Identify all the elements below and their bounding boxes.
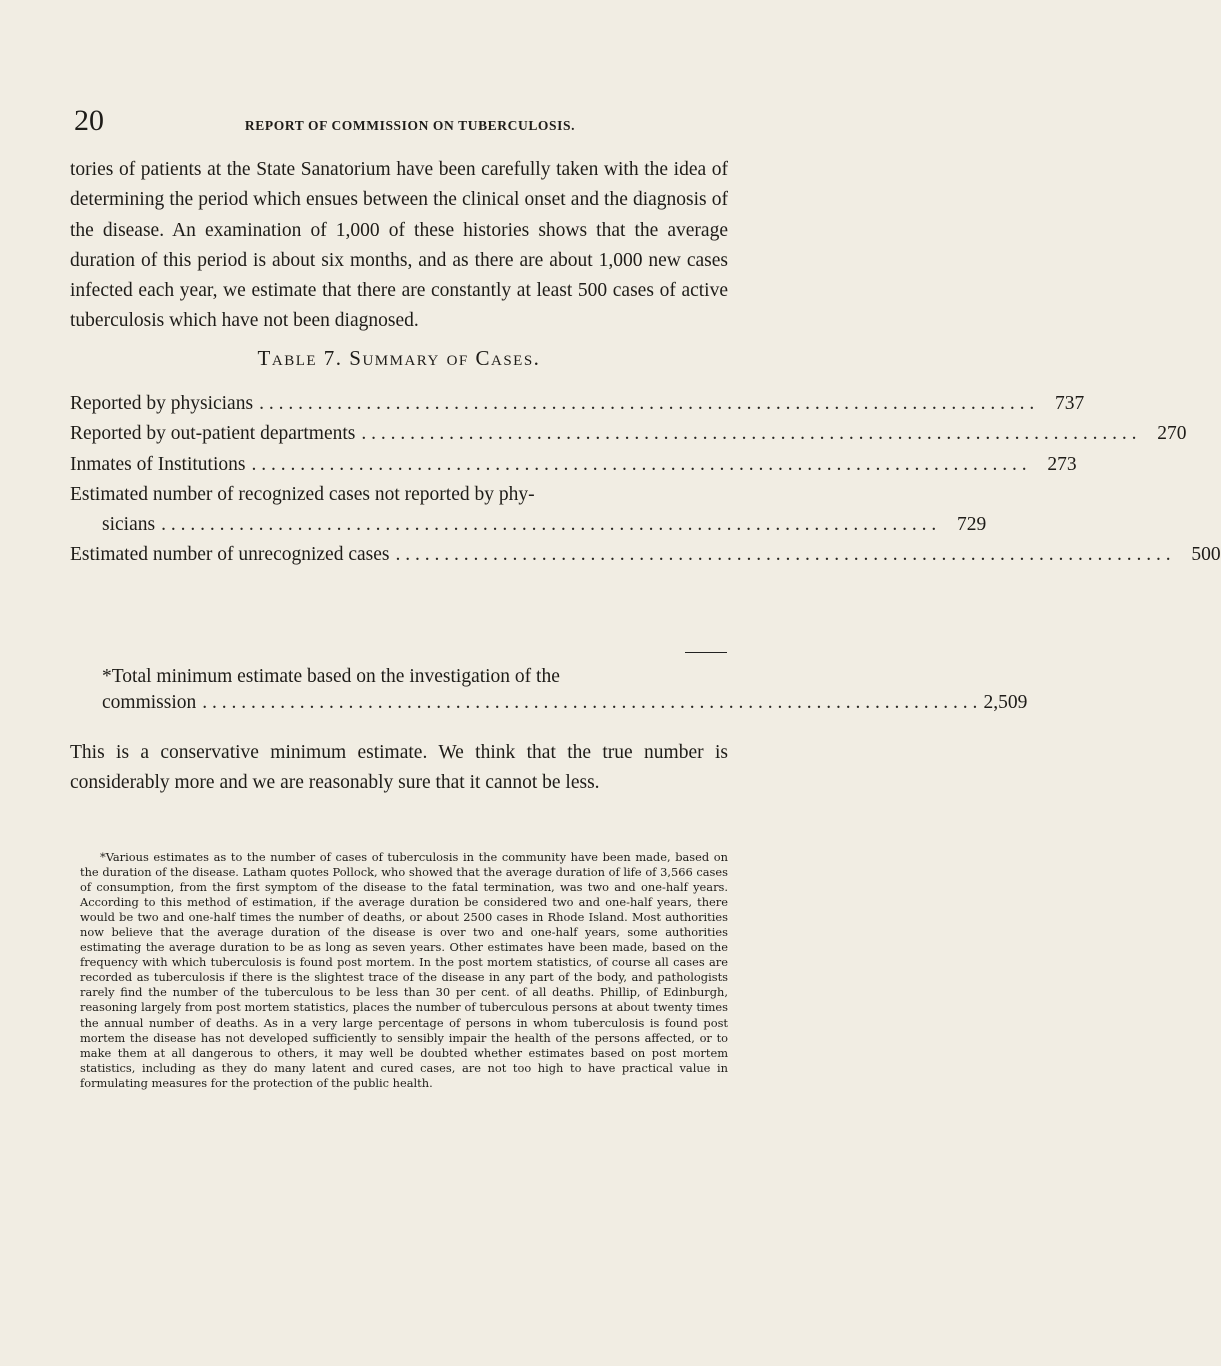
row-label: sicians: [102, 514, 156, 536]
leader-dots: . . . . . . . . . . . . . . . . . . . . . . . . . . . . . . . . . . . . . . . . . . . . . . . . . . . . . . . . . . . . . . . . . . . . . . . . . . . . . . . .: [395, 544, 1171, 566]
leader-dots: . . . . . . . . . . . . . . . . . . . . . . . . . . . . . . . . . . . . . . . . . . . . . . . . . . . . . . . . . . . . . . . . . . . . . . . . . . . . . . . .: [251, 453, 1027, 475]
running-head: REPORT OF COMMISSION ON TUBERCULOSIS.: [244, 118, 576, 133]
total-label: commission: [102, 692, 197, 714]
row-value: 737: [1054, 393, 1085, 414]
page-number: 20: [74, 104, 104, 137]
table-row: [70, 514, 987, 544]
row-label: Reported by out-patient departments: [70, 423, 356, 445]
row-label: Inmates of Institutions: [70, 453, 246, 475]
table-row: [70, 544, 1221, 574]
table-row: [70, 423, 1187, 453]
footnote-text: *Various estimates as to the number of cases of tuberculosis in the community have been made, based on the duration of the disease. Latham quotes Pollock, who showed that the average duration of life of 3,566 cases of consumption, from the first symptom of the disease to the fatal termination, was two and one-half years. According to this method of estimation, if the average duration be considered two and one-half years, there would be two and one-half times the number of deaths, or about 2500 cases in Rhode Island. Most authorities now believe that the average duration of the disease is over two and one-half years, some authorities estimating the average duration to be as long as seven years. Other estimates have been made, based on the frequency with which tuberculosis is found post mortem. In the post mortem statistics, of course all cases are recorded as tuberculosis if there is the slightest trace of the disease in any part of the body, and pathologists rarely find the number of the tuberculous to be less than 30 per cent. of all deaths. Phillip, of Edinburgh, reasoning largely from post mortem statistics, places the number of tuberculous persons at about twenty times the annual number of deaths. As in a very large percentage of persons in whom tuberculosis is found post mortem the disease has not developed sufficiently to sensibly impair the health of the persons affected, or to make them at all dangerous to others, it may well be doubted whether estimates based on post mortem statistics, including as they do many latent and cured cases, are not too high to have practical value in formulating measures for the protection of the public health.: [80, 850, 728, 1090]
table-row-wrapped-first-line: [70, 484, 728, 514]
leader-dots: . . . . . . . . . . . . . . . . . . . . . . . . . . . . . . . . . . . . . . . . . . . . . . . . . . . . . . . . . . . . . . . . . . . . . . . . . . . . . . . .: [361, 423, 1137, 445]
page-header: [70, 104, 750, 144]
leader-dots: . . . . . . . . . . . . . . . . . . . . . . . . . . . . . . . . . . . . . . . . . . . . . . . . . . . . . . . . . . . . . . . . . . . . . . . . . . . . . . . .: [202, 692, 978, 714]
row-value: 500: [1191, 544, 1221, 566]
body-paragraph-2: This is a conservative minimum estimate. We think that the true number is considerably more and we are reasonably sure that it cannot be less.: [70, 742, 728, 794]
table-row: [70, 393, 1085, 423]
row-value: 273: [1047, 453, 1077, 475]
sum-rule: [685, 652, 727, 653]
row-value: 270: [1157, 423, 1187, 445]
row-label: Reported by physicians: [70, 393, 254, 414]
body-paragraph-1: tories of patients at the State Sanatorium have been carefully taken with the idea of determining the period which ensues between the clinical onset and the diagnosis of the disease. An examination of 1,000 of these histories shows that the average duration of this period is about six months, and as there are about 1,000 new cases infected each year, we estimate that there are constantly at least 500 cases of active tuberculosis which have not been diagnosed.: [70, 159, 728, 332]
table-title: Table 7. Summary of Cases.: [257, 346, 541, 370]
leader-dots: . . . . . . . . . . . . . . . . . . . . . . . . . . . . . . . . . . . . . . . . . . . . . . . . . . . . . . . . . . . . . . . . . . . . . . . . . . . . . . . .: [161, 514, 937, 536]
row-value: 729: [956, 514, 987, 536]
row-label-line1: Estimated number of recognized cases not reported by phy-: [70, 483, 535, 505]
total-row: [70, 692, 1028, 722]
row-label: Estimated number of unrecognized cases: [70, 544, 390, 566]
total-label-line1: *Total minimum estimate based on the investigation of the: [102, 666, 560, 687]
footnote: [80, 850, 728, 1091]
table-row: [70, 453, 1077, 484]
summary-table: [70, 393, 1221, 575]
leader-dots: . . . . . . . . . . . . . . . . . . . . . . . . . . . . . . . . . . . . . . . . . . . . . . . . . . . . . . . . . . . . . . . . . . . . . . . . . . . . . . . .: [259, 393, 1035, 414]
total-block: [70, 662, 1028, 723]
total-value: 2,509: [983, 692, 1028, 714]
